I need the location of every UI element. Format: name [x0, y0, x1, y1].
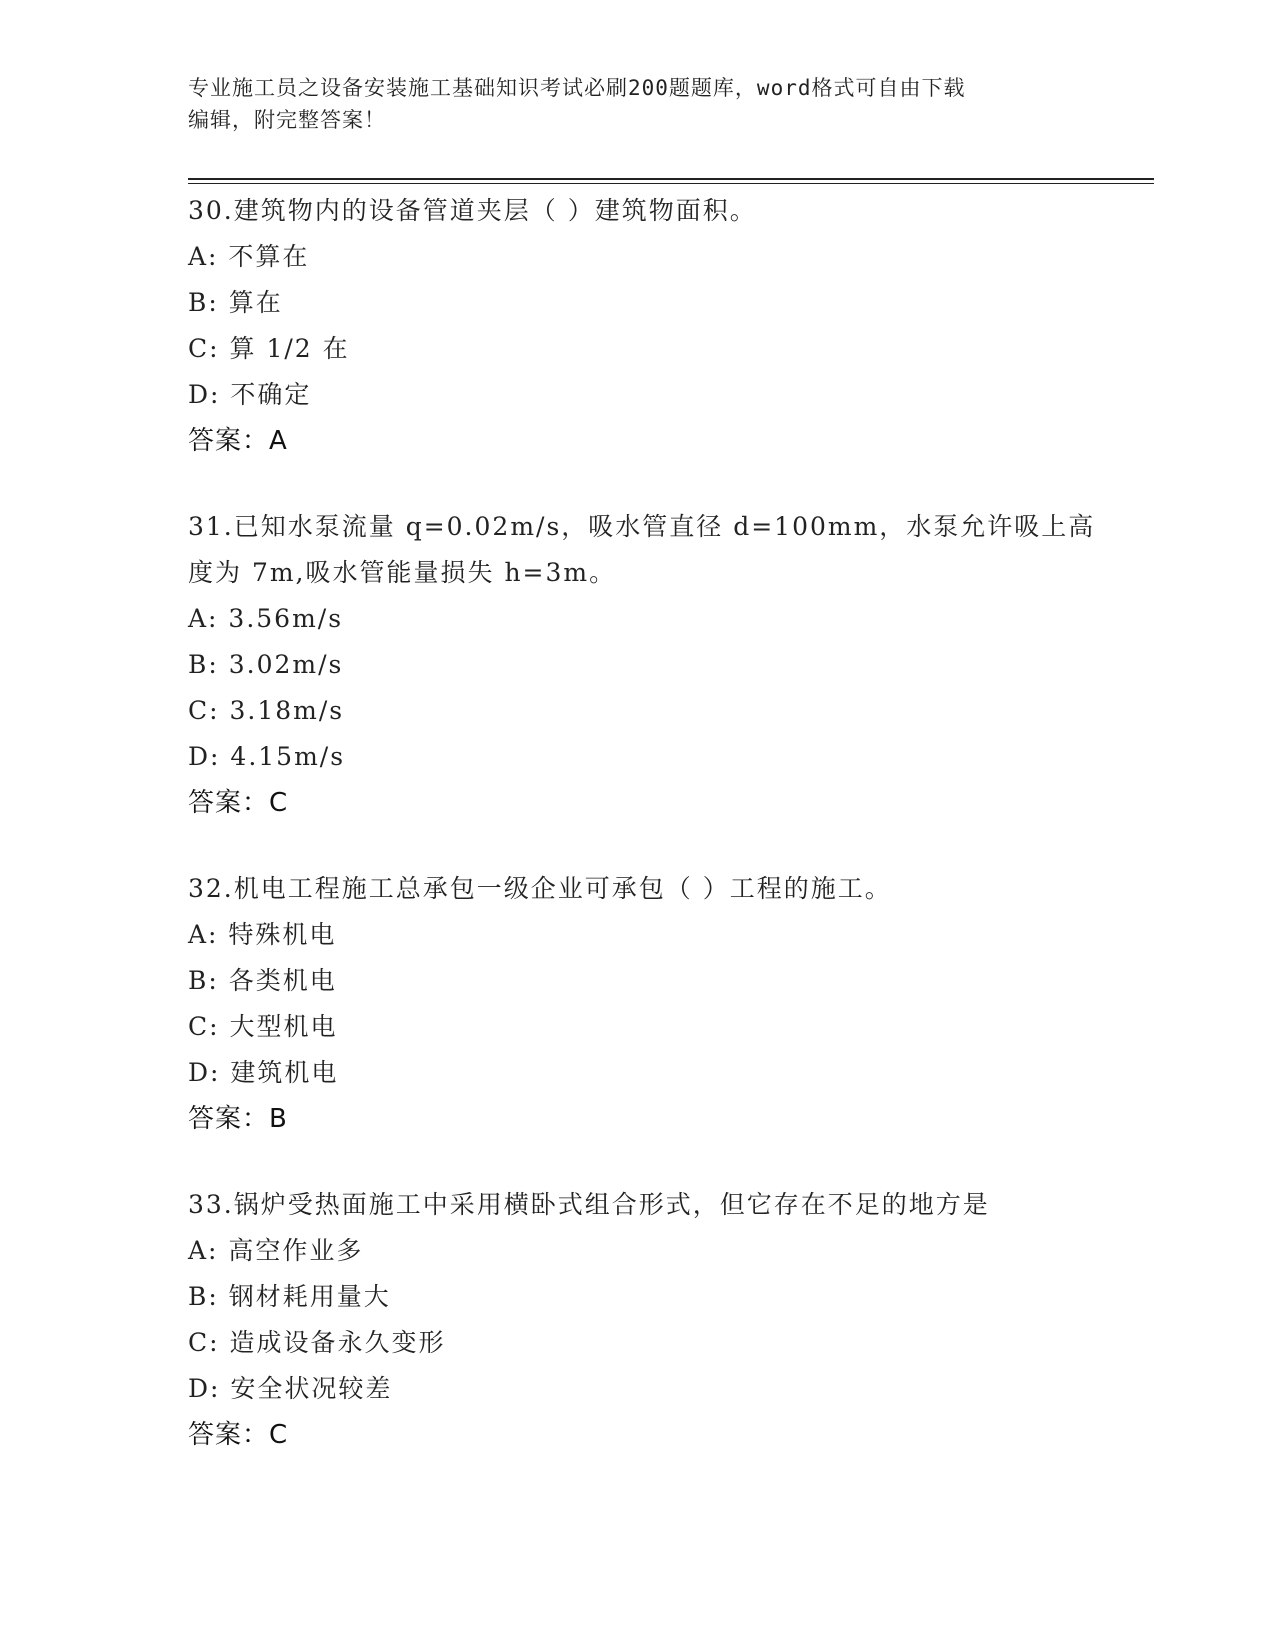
option-d: D: 4.15m/s	[188, 742, 346, 771]
option-a: A: 不算在	[188, 242, 310, 271]
option-d: D: 不确定	[188, 380, 312, 409]
question-list	[188, 188, 1096, 1458]
header-divider-thick	[188, 178, 1154, 180]
question-stem: 32.机电工程施工总承包一级企业可承包（ ）工程的施工。	[188, 874, 892, 903]
answer-line: 答案：A	[188, 426, 288, 456]
answer-line: 答案：C	[188, 1420, 289, 1450]
option-c: C: 3.18m/s	[188, 696, 345, 725]
question-stem: 31.已知水泵流量 q=0.02m/s，吸水管直径 d=100mm，水泵允许吸上高	[188, 512, 1096, 541]
spacer	[188, 1142, 1088, 1182]
question-31	[188, 504, 1096, 826]
question-30	[188, 188, 1088, 464]
option-b: B: 各类机电	[188, 966, 337, 995]
option-a: A: 3.56m/s	[188, 604, 344, 633]
option-b: B: 钢材耗用量大	[188, 1282, 391, 1311]
option-b: B: 算在	[188, 288, 283, 317]
question-stem: 33.锅炉受热面施工中采用横卧式组合形式，但它存在不足的地方是	[188, 1190, 990, 1219]
answer-line: 答案：C	[188, 788, 289, 818]
question-33	[188, 1182, 1088, 1458]
header-divider-thin	[188, 183, 1154, 184]
option-a: A: 特殊机电	[188, 920, 337, 949]
option-c: C: 大型机电	[188, 1012, 338, 1041]
spacer	[188, 826, 1088, 866]
option-c: C: 造成设备永久变形	[188, 1328, 446, 1357]
option-c: C: 算 1/2 在	[188, 334, 350, 363]
option-d: D: 建筑机电	[188, 1058, 339, 1087]
document-header	[188, 72, 1088, 136]
spacer	[188, 464, 1088, 504]
question-stem: 30.建筑物内的设备管道夹层（ ）建筑物面积。	[188, 196, 757, 225]
header-line-2: 编辑，附完整答案！	[188, 108, 386, 132]
question-stem-continued: 度为 7m,吸水管能量损失 h=3m。	[188, 558, 617, 587]
option-d: D: 安全状况较差	[188, 1374, 393, 1403]
option-a: A: 高空作业多	[188, 1236, 364, 1265]
header-line-1: 专业施工员之设备安装施工基础知识考试必刷200题题库，word格式可自由下载	[188, 76, 966, 100]
answer-line: 答案：B	[188, 1104, 288, 1134]
question-32	[188, 866, 1088, 1142]
option-b: B: 3.02m/s	[188, 650, 344, 679]
